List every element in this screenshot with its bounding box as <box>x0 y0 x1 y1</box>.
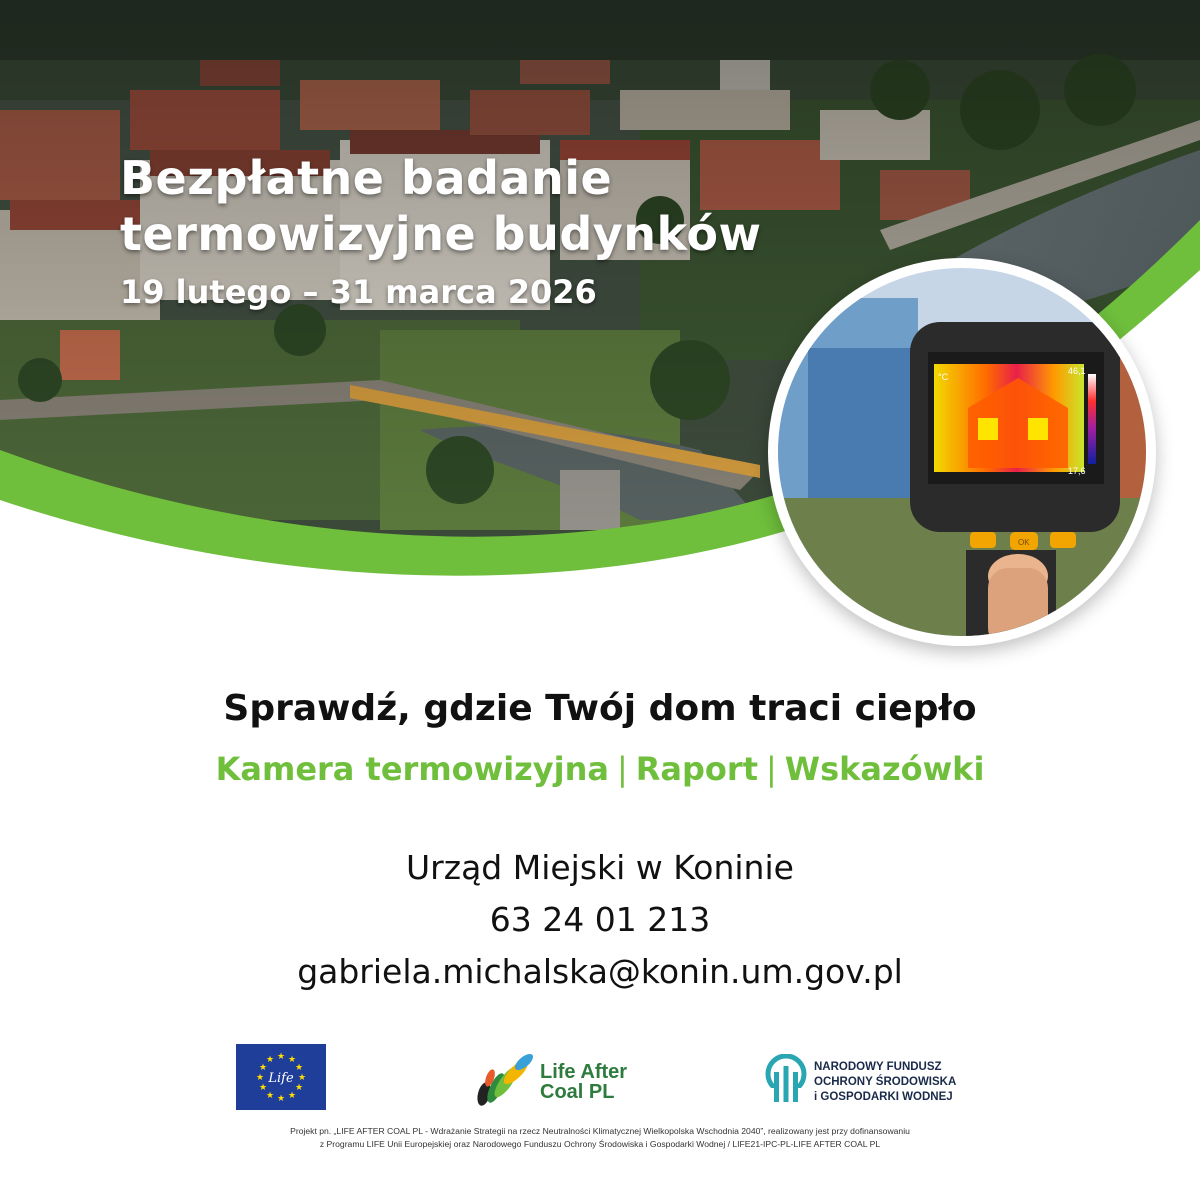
camera-ok-button-label: OK <box>1018 538 1030 547</box>
svg-text:★: ★ <box>276 1094 286 1104</box>
contact-office: Urząd Miejski w Koninie <box>406 848 794 887</box>
svg-text:★: ★ <box>258 1083 268 1093</box>
thermal-camera-photo <box>768 258 1156 646</box>
svg-text:★: ★ <box>255 1073 265 1083</box>
svg-text:★: ★ <box>294 1063 304 1073</box>
nfosigw-line1: NARODOWY FUNDUSZ <box>814 1061 942 1073</box>
life-after-coal-leaves-icon <box>472 1048 536 1110</box>
thermal-max-temp: 46,1 <box>1068 366 1086 376</box>
feature-separator: | <box>617 750 628 788</box>
footnote-line2: z Programu LIFE Unii Europejskiej oraz Narodowego Funduszu Ochrony Środowiska i Gospodarki Wodnej / LIFE21-IPC-PL-LIFE AFTER COAL PL <box>319 1139 881 1149</box>
thermal-unit-label: °C <box>938 372 949 382</box>
contact-email: gabriela.michalska@konin.um.gov.pl <box>297 952 903 991</box>
nfosigw-line3: i GOSPODARKI WODNEJ <box>814 1091 953 1103</box>
svg-text:★: ★ <box>297 1073 307 1083</box>
life-after-coal-line2: Coal PL <box>540 1081 615 1103</box>
eu-life-text: Life <box>268 1071 294 1086</box>
footnote-line1: Projekt pn. „LIFE AFTER COAL PL - Wdrażanie Strategii na rzecz Neutralności Klimatycznej Wielkopolska Wschodnia 2040”, realizowany jest przy dofinansowaniu <box>290 1126 910 1136</box>
hero-title-line2: termowizyjne budynków <box>120 207 762 261</box>
hero-headline <box>120 150 761 314</box>
svg-text:★: ★ <box>265 1091 275 1101</box>
features-line <box>0 750 1200 788</box>
eu-stars-icon <box>236 1044 326 1110</box>
life-after-coal-line1: Life After <box>540 1061 628 1083</box>
svg-text:★: ★ <box>258 1063 268 1073</box>
contact-block <box>0 842 1200 998</box>
nfosigw-wordmark <box>814 1060 956 1105</box>
life-after-coal-logo <box>472 1048 662 1110</box>
funding-footnote <box>0 1125 1200 1151</box>
nfosigw-logo <box>764 1054 1024 1114</box>
svg-text:★: ★ <box>294 1083 304 1093</box>
nfosigw-emblem-icon <box>764 1054 808 1104</box>
thermal-min-temp: 17,6 <box>1068 466 1086 476</box>
nfosigw-line2: OCHRONY ŚRODOWISKA <box>814 1076 957 1088</box>
eu-life-logo <box>236 1044 326 1110</box>
svg-text:★: ★ <box>276 1052 286 1062</box>
life-after-coal-wordmark <box>540 1062 627 1102</box>
tagline: Sprawdź, gdzie Twój dom traci ciepło <box>223 688 977 729</box>
hero-title-line1: Bezpłatne badanie <box>120 151 613 205</box>
sponsor-logos <box>0 1040 1200 1116</box>
feature-separator: | <box>765 750 777 788</box>
contact-phone: 63 24 01 213 <box>489 900 711 939</box>
svg-text:★: ★ <box>265 1055 275 1065</box>
feature-report: Raport <box>635 750 758 788</box>
thermal-camera-illustration <box>778 268 1146 636</box>
svg-text:★: ★ <box>287 1055 297 1065</box>
svg-text:★: ★ <box>287 1091 297 1101</box>
feature-tips: Wskazówki <box>784 750 985 788</box>
hero-dates: 19 lutego – 31 marca 2026 <box>120 273 597 311</box>
feature-thermal-camera: Kamera termowizyjna <box>215 750 609 788</box>
